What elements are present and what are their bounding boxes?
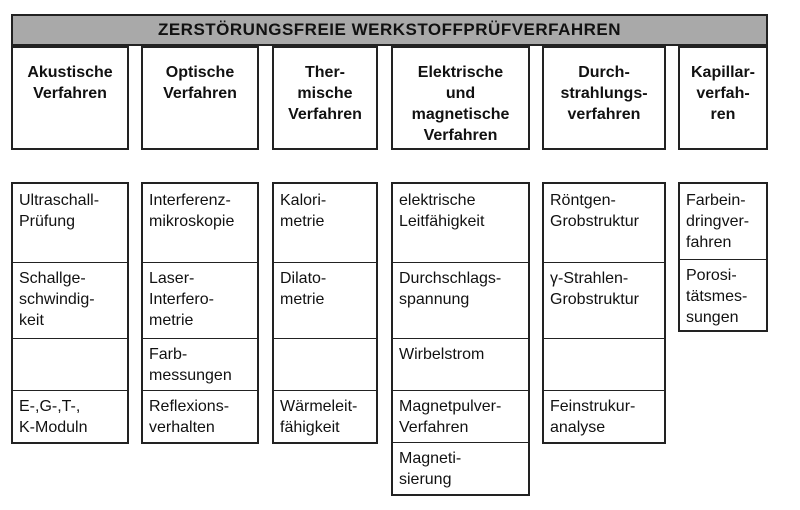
header-thermische-verfahren: Ther- mische Verfahren: [272, 46, 378, 150]
method-schallgeschwindigkeit: Schallge- schwindig- keit: [19, 270, 95, 329]
column-elektrische-magnetische-verfahren: [391, 182, 530, 496]
method-wirbelstrom: Wirbelstrom: [399, 346, 485, 363]
method-ultraschall-pruefung: Ultraschall- Prüfung: [19, 192, 100, 230]
header-kapillarverfahren: Kapillar- verfah- ren: [678, 46, 768, 150]
empty-cell: [544, 338, 664, 344]
method-waermeleitfaehigkeit: Wärmeleit- fähigkeit: [280, 398, 358, 436]
diagram-title: ZERSTÖRUNGSFREIE WERKSTOFFPRÜFVERFAHREN: [11, 14, 768, 46]
column-durchstrahlungsverfahren: [542, 182, 666, 444]
method-elektrische-leitfaehigkeit: elektrische Leitfähigkeit: [399, 192, 485, 230]
header-durchstrahlungsverfahren: Durch- strahlungs- verfahren: [542, 46, 666, 150]
empty-cell: [274, 338, 376, 344]
method-porositaetsmessungen: Porosi- tätsmes- sungen: [686, 267, 748, 326]
method-durchschlagsspannung: Durchschlags- spannung: [399, 270, 502, 308]
method-roentgen-grobstruktur: Röntgen- Grobstruktur: [550, 192, 639, 230]
method-e-g-t-k-moduln: E-,G-,T-, K-Moduln: [19, 398, 88, 436]
method-farbeindringverfahren: Farbein- dringver- fahren: [686, 192, 750, 251]
column-thermische-verfahren: [272, 182, 378, 444]
column-optische-verfahren: [141, 182, 259, 444]
header-optische-verfahren: Optische Verfahren: [141, 46, 259, 150]
column-kapillarverfahren: [678, 182, 768, 332]
method-magnetisierung: Magneti- sierung: [399, 450, 462, 488]
empty-cell: [13, 338, 127, 344]
method-dilatometrie: Dilato- metrie: [280, 270, 327, 308]
header-akustische-verfahren: Akustische Verfahren: [11, 46, 129, 150]
method-gamma-strahlen-grobstruktur: γ-Strahlen- Grobstruktur: [550, 270, 639, 308]
method-interferenzmikroskopie: Interferenz- mikroskopie: [149, 192, 235, 230]
method-magnetpulververfahren: Magnetpulver- Verfahren: [399, 398, 502, 436]
method-farbmessungen: Farb- messungen: [149, 346, 232, 384]
column-akustische-verfahren: [11, 182, 129, 444]
method-reflexionsverhalten: Reflexions- verhalten: [149, 398, 230, 436]
header-elektrische-magnetische-verfahren: Elektrische und magnetische Verfahren: [391, 46, 530, 150]
method-feinstrukturanalyse: Feinstrukur- analyse: [550, 398, 636, 436]
method-kalorimetrie: Kalori- metrie: [280, 192, 327, 230]
method-laser-interferometrie: Laser- Interfero- metrie: [149, 270, 214, 329]
